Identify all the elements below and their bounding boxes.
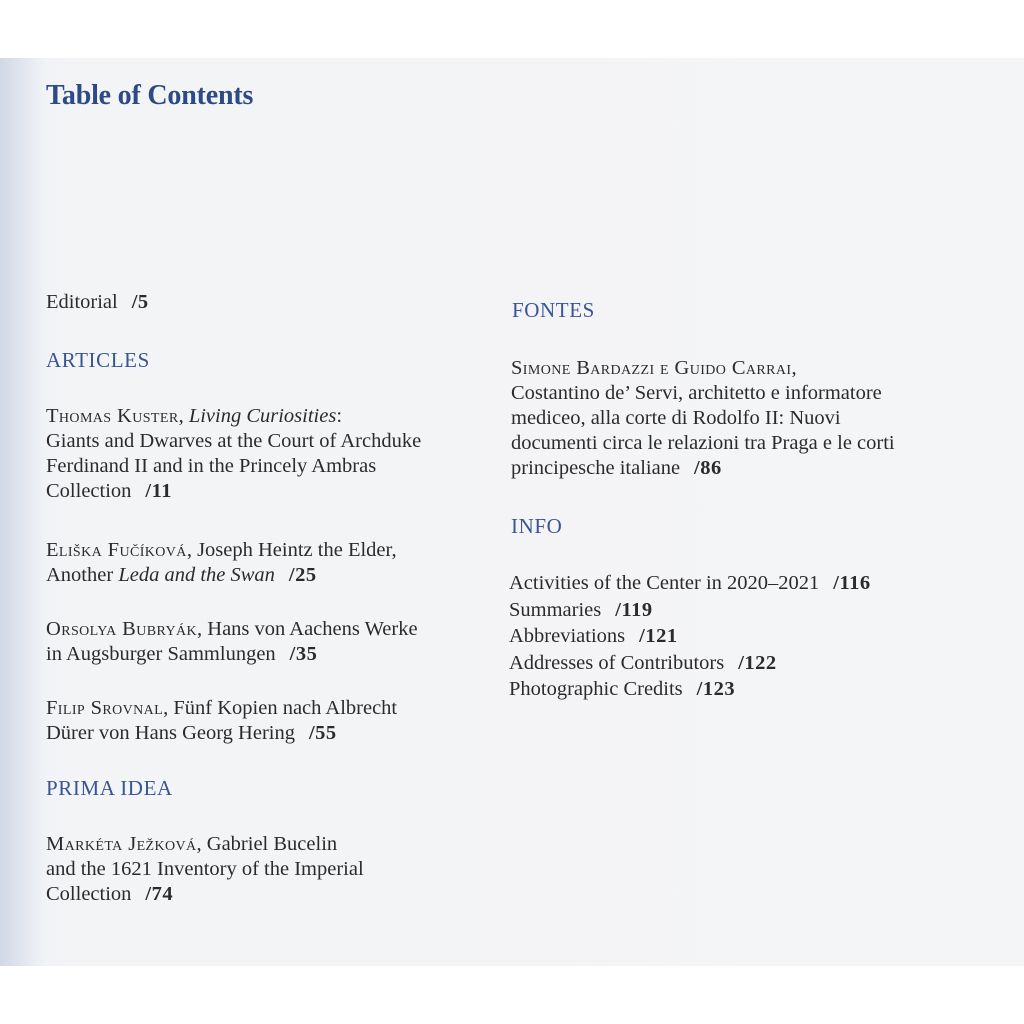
page-title: Table of Contents: [46, 80, 254, 111]
section-heading-info: INFO: [511, 514, 563, 538]
entry-title-rest: :: [336, 405, 343, 427]
section-heading-articles: ARTICLES: [46, 348, 150, 372]
entry-label: Editorial: [46, 291, 118, 313]
entry-line: Costantino de’ Servi, architetto e informatore: [511, 382, 882, 404]
page-number: /55: [308, 722, 337, 744]
toc-entry-info: [509, 597, 871, 624]
entry-label: Abbreviations: [509, 625, 626, 647]
section-heading-fontes: FONTES: [512, 298, 595, 322]
entry-line: Ferdinand II and in the Princely Ambras: [46, 455, 377, 477]
page-number: /35: [289, 643, 318, 665]
page-number: /5: [131, 291, 149, 313]
section-heading-prima-idea: PRIMA IDEA: [46, 776, 173, 800]
toc-entry-info: [509, 623, 871, 650]
toc-entry-info: [509, 676, 871, 703]
page-number: /74: [145, 883, 174, 905]
info-list: [509, 570, 871, 703]
entry-label: Summaries: [509, 598, 602, 621]
page-number: /25: [288, 564, 317, 586]
author: Thomas Kuster: [46, 405, 179, 427]
entry-line: and the 1621 Inventory of the Imperial: [46, 858, 364, 880]
page-number: /86: [694, 457, 722, 479]
entry-title-italic: Leda and the Swan: [118, 564, 275, 586]
toc-entry-info: [509, 570, 871, 597]
entry-line: principesche italiane: [511, 457, 681, 479]
page-number: /122: [738, 651, 777, 674]
author: Filip Srovnal: [46, 697, 164, 719]
entry-title: , Gabriel Bucelin: [196, 833, 338, 855]
toc-entry-article: [46, 617, 418, 667]
entry-label: Addresses of Contributors: [509, 651, 725, 674]
entry-title: , Hans von Aachens Werke: [197, 618, 418, 640]
entry-title: , Fünf Kopien nach Albrecht: [163, 697, 398, 719]
entry-line: Collection: [46, 480, 132, 502]
toc-entry-article: [46, 404, 421, 504]
entry-title-italic: Living Curiosities: [188, 405, 337, 427]
page-number: /11: [145, 480, 172, 502]
entry-label: Activities of the Center in 2020–2021: [509, 572, 820, 594]
toc-entry-fontes: [511, 356, 895, 481]
author: Eliška Fučíková: [46, 539, 187, 561]
author: Orsolya Bubryák: [46, 618, 198, 640]
page-number: /121: [639, 625, 678, 647]
page-number: /116: [833, 572, 871, 594]
author: Markéta Ježková: [46, 833, 197, 855]
toc-entry-info: [509, 650, 871, 677]
entry-line: Giants and Dwarves at the Court of Archduke: [46, 430, 422, 452]
toc-entry-prima: [46, 832, 364, 907]
entry-title: Dürer von Hans Georg Hering: [46, 722, 295, 744]
entry-line: documenti circa le relazioni tra Praga e le corti: [511, 432, 895, 454]
toc-entry-article: [46, 538, 397, 588]
entry-title: , Joseph Heintz the Elder,: [186, 539, 397, 561]
entry-label: Photographic Credits: [509, 678, 683, 700]
entry-line: mediceo, alla corte di Rodolfo II: Nuovi: [511, 407, 841, 429]
entry-title: Another: [46, 564, 119, 586]
separator: ,: [178, 405, 189, 427]
author: Simone Bardazzi e Guido Carrai: [511, 357, 792, 379]
entry-title: in Augsburger Sammlungen: [46, 643, 276, 665]
page-number: /119: [615, 598, 653, 621]
toc-entry-editorial: [46, 290, 149, 315]
entry-line: Collection: [46, 883, 132, 905]
toc-entry-article: [46, 696, 397, 746]
page-number: /123: [696, 678, 736, 700]
page-edge-shadow: [0, 58, 46, 966]
book-page: [0, 58, 1024, 966]
separator: ,: [791, 357, 797, 379]
